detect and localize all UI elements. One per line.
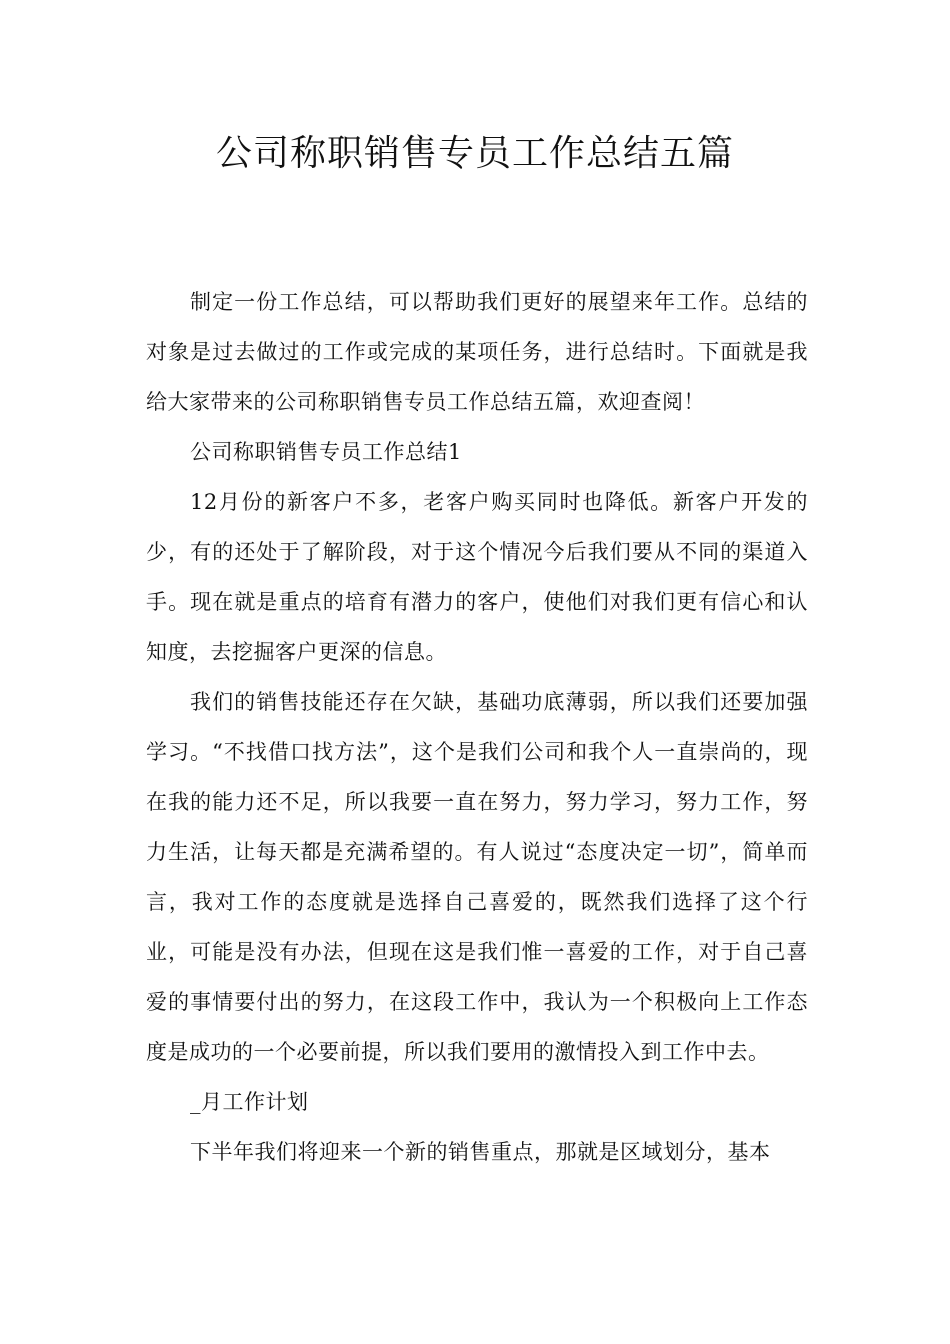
body-paragraph: 下半年我们将迎来一个新的销售重点，那就是区域划分，基本 — [190, 1140, 771, 1164]
section-heading-plan: _月工作计划 — [190, 1090, 309, 1114]
body-paragraph: 12月份的新客户不多，老客户购买同时也降低。新客户开发的少，有的还处于了解阶段，对于这个情况今后我们要从不同的渠道入手。现在就是重点的培育有潜力的客户，使他们对我们更有信心和认知度，去挖掘客户更深的信息。 — [146, 490, 808, 664]
document-title: 公司称职销售专员工作总结五篇 — [215, 133, 734, 174]
document-body — [146, 277, 808, 1177]
intro-paragraph: 制定一份工作总结，可以帮助我们更好的展望来年工作。总结的对象是过去做过的工作或完成的某项任务，进行总结时。下面就是我给大家带来的公司称职销售专员工作总结五篇，欢迎查阅！ — [146, 290, 808, 414]
section-heading-1: 公司称职销售专员工作总结1 — [190, 440, 462, 464]
body-paragraph: 我们的销售技能还存在欠缺，基础功底薄弱，所以我们还要加强学习。“不找借口找方法”，这个是我们公司和我个人一直崇尚的，现在我的能力还不足，所以我要一直在努力，努力学习，努力工作，努力生活，让每天都是充满希望的。有人说过“态度决定一切”，简单而言，我对工作的态度就是选择自己喜爱的，既然我们选择了这个行业，可能是没有办法，但现在这是我们惟一喜爱的工作，对于自己喜爱的事情要付出的努力，在这段工作中，我认为一个积极向上工作态度是成功的一个必要前提，所以我们要用的激情投入到工作中去。 — [146, 690, 808, 1064]
